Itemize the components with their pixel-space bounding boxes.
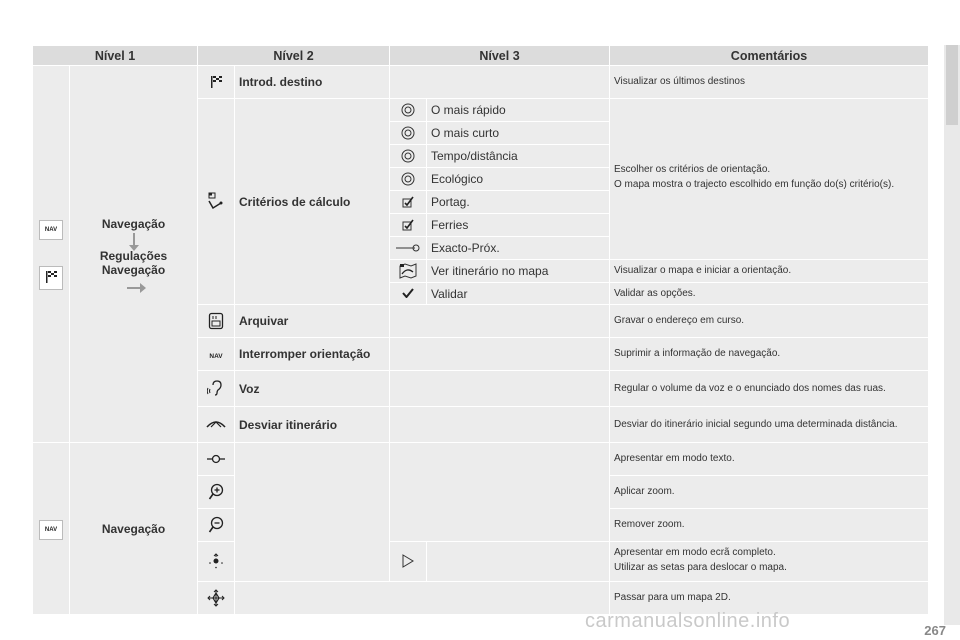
option-mais-rapido[interactable]: O mais rápido [427, 99, 610, 122]
navigation-menu-table [32, 45, 929, 615]
interromper-comment: Suprimir a informação de navegação. [610, 338, 929, 371]
interromper-label[interactable]: Interromper orientação [235, 338, 390, 371]
blank-cell [427, 542, 610, 582]
nav-icon: NAV [39, 520, 63, 540]
option-tempo-distancia[interactable]: Tempo/distância [427, 145, 610, 168]
arquivar-comment: Gravar o endereço em curso. [610, 305, 929, 338]
voz-comment: Regular o volume da voz e o enunciado dos nomes das ruas. [610, 371, 929, 407]
play-triangle-icon[interactable] [390, 542, 427, 582]
checkered-flag-icon [39, 266, 63, 290]
zoom-in-icon[interactable] [198, 476, 235, 509]
map-2d-comment: Passar para um mapa 2D. [610, 582, 929, 615]
page-number: 267 [924, 623, 946, 638]
option-portag[interactable]: Portag. [427, 191, 610, 214]
level1-sub2: Navegação [101, 263, 166, 277]
radio-icon[interactable] [390, 122, 427, 145]
desviar-comment: Desviar do itinerário inicial segundo uma determinada distância. [610, 407, 929, 443]
watermark: carmanualsonline.info [585, 610, 791, 632]
criterios-calculo-label[interactable]: Critérios de cálculo [235, 99, 390, 305]
scrollbar[interactable] [944, 45, 960, 625]
nav-icon[interactable]: NAV [198, 338, 235, 371]
full-screen-comment-1: Apresentar em modo ecrã completo. [614, 546, 776, 558]
map-route-icon[interactable] [390, 260, 427, 283]
blank-cell [235, 582, 610, 615]
option-ver-itinerario[interactable]: Ver itinerário no mapa [427, 260, 610, 283]
radio-icon[interactable] [390, 99, 427, 122]
introd-destino-label[interactable]: Introd. destino [235, 66, 390, 99]
header-nivel-2: Nível 2 [198, 46, 390, 66]
checkered-flag-icon[interactable] [198, 66, 235, 99]
option-ecologico[interactable]: Ecológico [427, 168, 610, 191]
detour-icon[interactable] [198, 407, 235, 443]
blank-cell [390, 407, 610, 443]
texto-comment: Apresentar em modo texto. [610, 443, 929, 476]
header-comentarios: Comentários [610, 46, 929, 66]
level1-navegacao-name: Navegação [70, 443, 198, 615]
full-screen-comment-2: Utilizar as setas para deslocar o mapa. [614, 561, 787, 573]
blank-cell [390, 443, 610, 542]
voz-label[interactable]: Voz [235, 371, 390, 407]
criterios-comment-2: O mapa mostra o trajecto escolhido em função do(s) critério(s). [614, 179, 895, 190]
blank-cell [390, 305, 610, 338]
level1-icons-cell [33, 66, 70, 443]
header-nivel-3: Nível 3 [390, 46, 610, 66]
scrollbar-thumb[interactable] [946, 45, 958, 125]
blank-cell [390, 66, 610, 99]
blank-cell [390, 371, 610, 407]
voice-icon[interactable] [198, 371, 235, 407]
validar-comment: Validar as opções. [610, 283, 929, 305]
arrow-down-icon [133, 233, 135, 247]
archive-icon[interactable] [198, 305, 235, 338]
checkmark-icon[interactable] [390, 283, 427, 305]
blank-cell [235, 443, 390, 582]
route-criteria-icon[interactable] [198, 99, 235, 305]
nav-icon: NAV [39, 220, 63, 240]
desviar-label[interactable]: Desviar itinerário [235, 407, 390, 443]
level1-name: Navegação [101, 217, 166, 231]
move-arrows-icon[interactable] [198, 542, 235, 582]
table-row [33, 443, 929, 476]
option-exacto-prox[interactable]: Exacto-Próx. [427, 237, 610, 260]
table-row [33, 66, 929, 99]
map-2d-icon[interactable] [198, 582, 235, 615]
criterios-comment [610, 99, 929, 260]
option-mais-curto[interactable]: O mais curto [427, 122, 610, 145]
ver-itinerario-comment: Visualizar o mapa e iniciar a orientação. [610, 260, 929, 283]
slider-icon[interactable] [390, 237, 427, 260]
move-cross-icon[interactable] [198, 443, 235, 476]
arrow-right-icon [127, 287, 141, 289]
criterios-comment-1: Escolher os critérios de orientação. [614, 164, 771, 175]
level1-navegacao-cell [70, 66, 198, 443]
blank-cell [390, 338, 610, 371]
zoom-out-icon[interactable] [198, 509, 235, 542]
radio-icon[interactable] [390, 145, 427, 168]
table-header-row [33, 46, 929, 66]
level1-sub: Regulações [99, 249, 168, 263]
option-ferries[interactable]: Ferries [427, 214, 610, 237]
arquivar-label[interactable]: Arquivar [235, 305, 390, 338]
level1-icons-cell [33, 443, 70, 615]
option-validar[interactable]: Validar [427, 283, 610, 305]
zoom-out-comment: Remover zoom. [610, 509, 929, 542]
checkbox-icon[interactable] [390, 214, 427, 237]
checkbox-icon[interactable] [390, 191, 427, 214]
introd-destino-comment: Visualizar os últimos destinos [610, 66, 929, 99]
full-screen-comment [610, 542, 929, 582]
radio-icon[interactable] [390, 168, 427, 191]
header-nivel-1: Nível 1 [33, 46, 198, 66]
zoom-in-comment: Aplicar zoom. [610, 476, 929, 509]
